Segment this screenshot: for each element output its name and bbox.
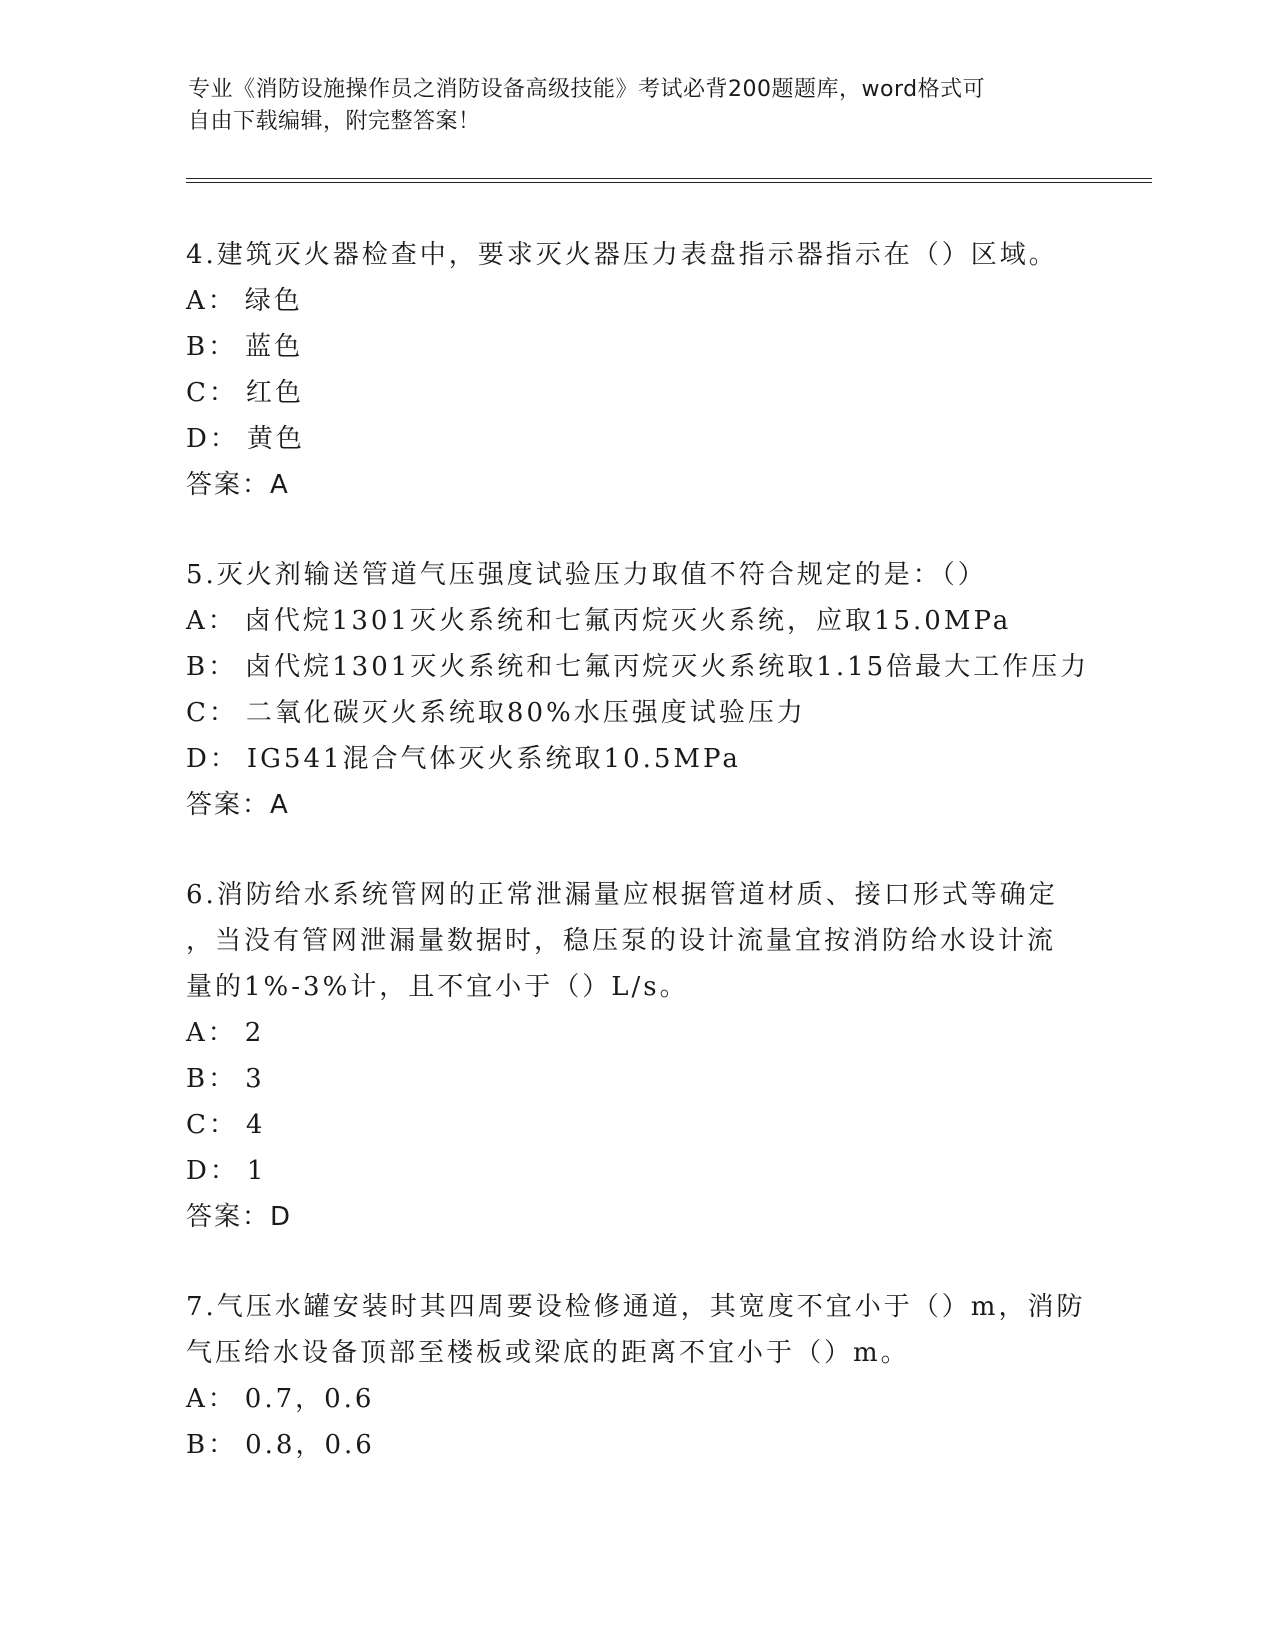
- option-label: B：: [186, 332, 238, 362]
- option-c: [186, 1102, 1152, 1148]
- header-double-rule: [186, 178, 1152, 183]
- document-header: [188, 74, 1088, 138]
- option-label: A：: [186, 606, 237, 636]
- question-text: 量的1%-3%计，且不宜小于（）L/s。: [186, 972, 689, 1002]
- option-c: [186, 690, 1152, 736]
- option-label: D：: [186, 744, 239, 774]
- option-text: 红色: [245, 378, 304, 408]
- question-text: 4.建筑灭火器检查中，要求灭火器压力表盘指示器指示在（）区域。: [186, 240, 1058, 270]
- option-label: B：: [186, 1064, 238, 1094]
- option-a: [186, 1376, 1152, 1422]
- question-6: [186, 872, 1152, 1240]
- answer-text: 答案：A: [186, 790, 290, 820]
- option-text: 卤代烷1301灭火系统和七氟丙烷灭火系统取1.15倍最大工作压力: [245, 652, 1090, 682]
- option-text: 二氧化碳灭火系统取80%水压强度试验压力: [245, 698, 806, 728]
- option-label: B：: [186, 652, 238, 682]
- question-4: [186, 232, 1152, 508]
- option-label: A：: [186, 1018, 237, 1048]
- option-c: [186, 370, 1152, 416]
- option-b: [186, 1422, 1152, 1468]
- header-line: 专业《消防设施操作员之消防设备高级技能》考试必背200题题库，word格式可: [188, 77, 986, 102]
- option-d: [186, 1148, 1152, 1194]
- option-b: [186, 1056, 1152, 1102]
- option-label: C：: [186, 698, 238, 728]
- option-text: 蓝色: [245, 332, 304, 362]
- option-text: 2: [244, 1018, 265, 1048]
- question-7: [186, 1284, 1152, 1468]
- option-text: 4: [245, 1110, 266, 1140]
- option-label: C：: [186, 1110, 238, 1140]
- question-text: 5.灭火剂输送管道气压强度试验压力取值不符合规定的是：（）: [186, 560, 987, 590]
- question-list: [186, 232, 1152, 1512]
- option-text: IG541混合气体灭火系统取10.5MPa: [246, 744, 741, 774]
- option-text: 卤代烷1301灭火系统和七氟丙烷灭火系统，应取15.0MPa: [244, 606, 1012, 636]
- option-d: [186, 736, 1152, 782]
- answer-text: 答案：A: [186, 470, 290, 500]
- option-label: C：: [186, 378, 238, 408]
- question-5: [186, 552, 1152, 828]
- option-a: [186, 1010, 1152, 1056]
- option-a: [186, 598, 1152, 644]
- option-text: 0.8，0.6: [245, 1430, 375, 1460]
- question-text: ，当没有管网泄漏量数据时，稳压泵的设计流量宜按消防给水设计流: [186, 926, 1057, 956]
- option-b: [186, 644, 1152, 690]
- question-text: 7.气压水罐安装时其四周要设检修通道，其宽度不宜小于（）m，消防: [186, 1292, 1086, 1322]
- question-text: 6.消防给水系统管网的正常泄漏量应根据管道材质、接口形式等确定: [186, 880, 1058, 910]
- question-text: 气压给水设备顶部至楼板或梁底的距离不宜小于（）m。: [186, 1338, 910, 1368]
- option-d: [186, 416, 1152, 462]
- option-label: A：: [186, 286, 237, 316]
- option-label: D：: [186, 1156, 239, 1186]
- header-line: 自由下载编辑，附完整答案！: [188, 109, 481, 134]
- option-text: 3: [245, 1064, 265, 1094]
- option-text: 1: [246, 1156, 267, 1186]
- option-label: A：: [186, 1384, 237, 1414]
- answer-text: 答案：D: [186, 1202, 293, 1232]
- option-a: [186, 278, 1152, 324]
- option-label: D：: [186, 424, 239, 454]
- option-text: 黄色: [246, 424, 305, 454]
- option-text: 0.7，0.6: [244, 1384, 375, 1414]
- option-text: 绿色: [244, 286, 303, 316]
- option-label: B：: [186, 1430, 238, 1460]
- option-b: [186, 324, 1152, 370]
